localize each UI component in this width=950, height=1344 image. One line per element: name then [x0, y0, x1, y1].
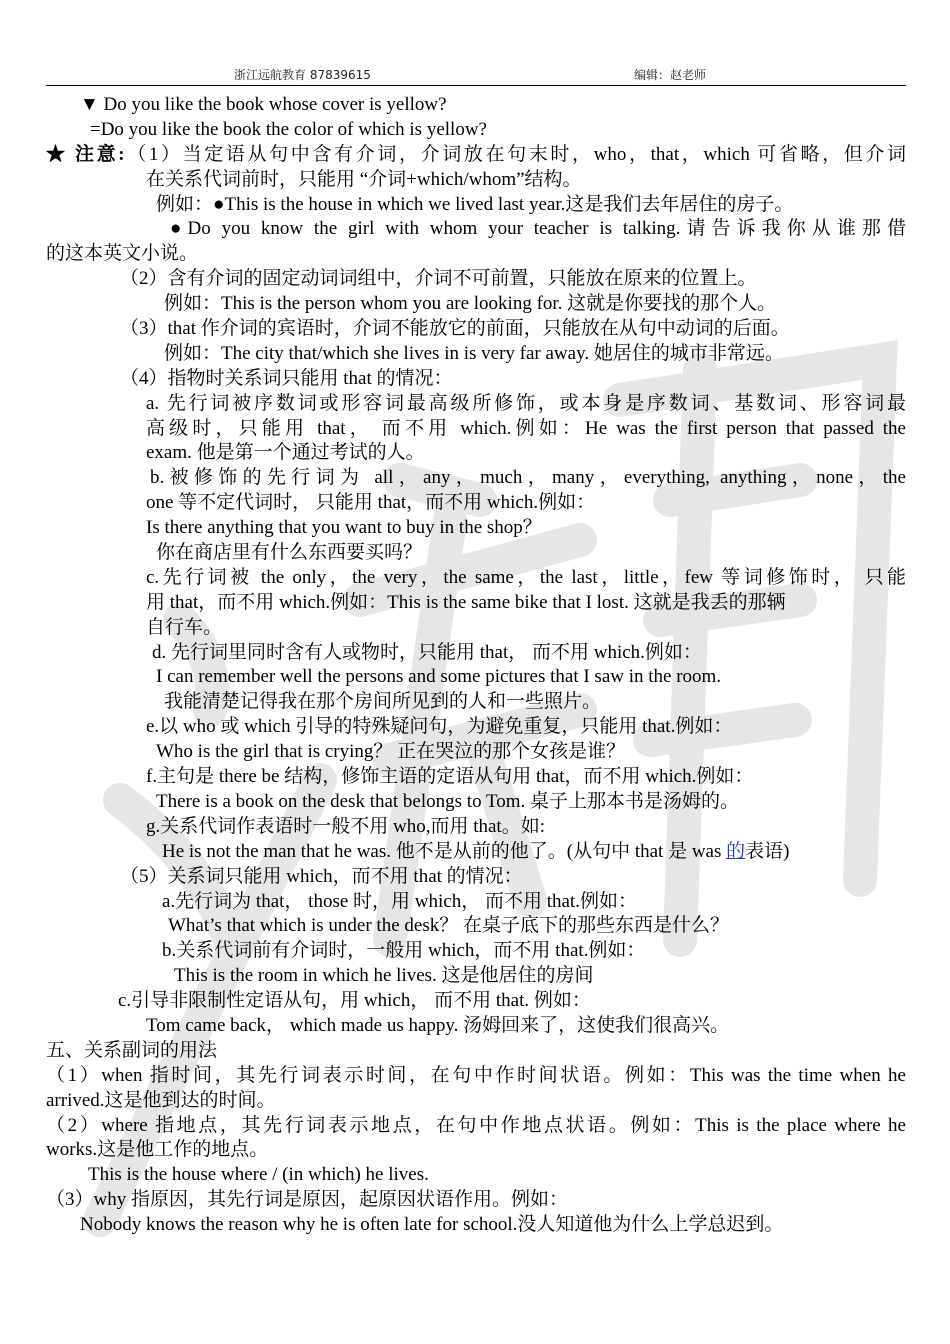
text-line: g.关系代词作表语时一般不用 who,而用 that。如:	[146, 815, 545, 837]
text-line: works.这是他工作的地点。	[46, 1139, 269, 1161]
text-line: arrived.这是他到达的时间。	[46, 1089, 276, 1111]
text-line: ▼ Do you like the book whose cover is yellow?	[80, 94, 447, 115]
text-line: （1）when 指时间，其先行词表示时间，在句中作时间状语。例如：This was the time when he	[46, 1064, 906, 1086]
text-line: There is a book on the desk that belongs to Tom. 桌子上那本书是汤姆的。	[156, 790, 740, 812]
inline-link[interactable]: 的	[726, 840, 746, 862]
note-line	[46, 143, 906, 168]
text-line: 例如：This is the person whom you are looking for. 这就是你要找的那个人。	[164, 293, 777, 315]
text-line: b.被修饰的先行词为 all，any，much，many，everything, anything，none，the	[150, 467, 906, 489]
header-right-text: 编辑：赵老师	[634, 68, 707, 82]
text-segment: He is not the man that he was. 他不是从前的他了。(从句中 that 是 was	[162, 840, 727, 862]
document-body	[46, 93, 906, 1238]
text-line: Who is the girl that is crying？ 正在哭泣的那个女孩是谁？	[156, 741, 626, 763]
note-label: ★ 注意:	[46, 143, 125, 165]
text-line: （2）含有介词的固定动词词组中，介词不可前置，只能放在原来的位置上。	[120, 268, 757, 290]
text-line: Tom came back， which made us happy. 汤姆回来了，这使我们很高兴。	[146, 1014, 730, 1036]
text-line: 你在商店里有什么东西要买吗？	[156, 542, 423, 564]
text-line: 例如：●This is the house in which we lived last year.这是我们去年居住的房子。	[156, 193, 794, 215]
text-line: （3）that 作介词的宾语时，介词不能放它的前面，只能放在从句中动词的后面。	[120, 318, 790, 340]
text-line: exam. 他是第一个通过考试的人。	[146, 442, 425, 464]
text-line: （1）当定语从句中含有介词，介词放在句末时，who，that，which 可省略，但介词	[124, 143, 906, 165]
text-line: （5）关系词只能用 which，而不用 that 的情况：	[120, 865, 523, 887]
text-line: I can remember well the persons and some pictures that I saw in the room.	[156, 666, 722, 688]
text-line: （3）why 指原因，其先行词是原因，起原因状语作用。例如：	[46, 1189, 568, 1211]
text-line: 自行车。	[146, 616, 223, 638]
header-rule	[46, 85, 906, 86]
text-line: This is the room in which he lives. 这是他居住的房间	[174, 965, 594, 987]
header-left-text: 浙江远航教育 87839615	[234, 68, 371, 82]
text-segment: 表语)	[745, 840, 790, 862]
text-line: 在关系代词前时，只能用 “介词+which/whom”结构。	[146, 168, 582, 190]
text-line: Nobody knows the reason why he is often late for school.没人知道他为什么上学总迟到。	[80, 1214, 784, 1236]
text-line-with-link	[46, 840, 906, 865]
text-line: e.以 who 或 which 引导的特殊疑问句，为避免重复，只能用 that.例如：	[146, 716, 733, 738]
text-line: c.先行词被 the only，the very，the same，the last，little，few 等词修饰时， 只能	[146, 566, 906, 588]
text-line: 的这本英文小说。	[46, 243, 199, 265]
text-line: What’s that which is under the desk？ 在桌子底下的那些东西是什么？	[168, 915, 729, 937]
text-line: （2）where 指地点，其先行词表示地点，在句中作地点状语。例如：This is the place where he	[46, 1114, 906, 1136]
text-line: Is there anything that you want to buy in the shop？	[146, 517, 542, 539]
text-line: one 等不定代词时， 只能用 that，而不用 which.例如：	[146, 492, 596, 514]
text-line: a.先行词为 that， those 时，用 which， 而不用 that.例如：	[162, 890, 637, 912]
text-line: 高级时，只能用 that， 而不用 which.例如：He was the first person that passed the	[146, 417, 906, 439]
text-line: This is the house where / (in which) he lives.	[88, 1164, 429, 1186]
text-line: c.引导非限制性定语从句，用 which， 而不用 that. 例如：	[118, 990, 591, 1012]
text-line: a. 先行词被序数词或形容词最高级所修饰，或本身是序数词、基数词、形容词最	[146, 392, 906, 414]
text-line: =Do you like the book the color of which is yellow?	[90, 118, 487, 140]
text-line: d. 先行词里同时含有人或物时，只能用 that， 而不用 which.例如：	[152, 641, 702, 663]
text-line: 例如：The city that/which she lives in is very far away. 她居住的城市非常远。	[164, 342, 784, 364]
text-line: 用 that，而不用 which.例如：This is the same bike that I lost. 这就是我丢的那辆	[146, 591, 786, 613]
text-line: b.关系代词前有介词时，一般用 which，而不用 that.例如：	[162, 940, 646, 962]
text-line: f.主句是 there be 结构，修饰主语的定语从句用 that，而不用 which.例如：	[146, 766, 754, 788]
section-heading: 五、关系副词的用法	[46, 1039, 218, 1061]
text-line: 我能清楚记得我在那个房间所见到的人和一些照片。	[164, 691, 602, 713]
text-line: （4）指物时关系词只能用 that 的情况：	[120, 367, 453, 389]
text-line: ●Do you know the girl with whom your teacher is talking.请告诉我你从谁那借	[170, 218, 906, 240]
